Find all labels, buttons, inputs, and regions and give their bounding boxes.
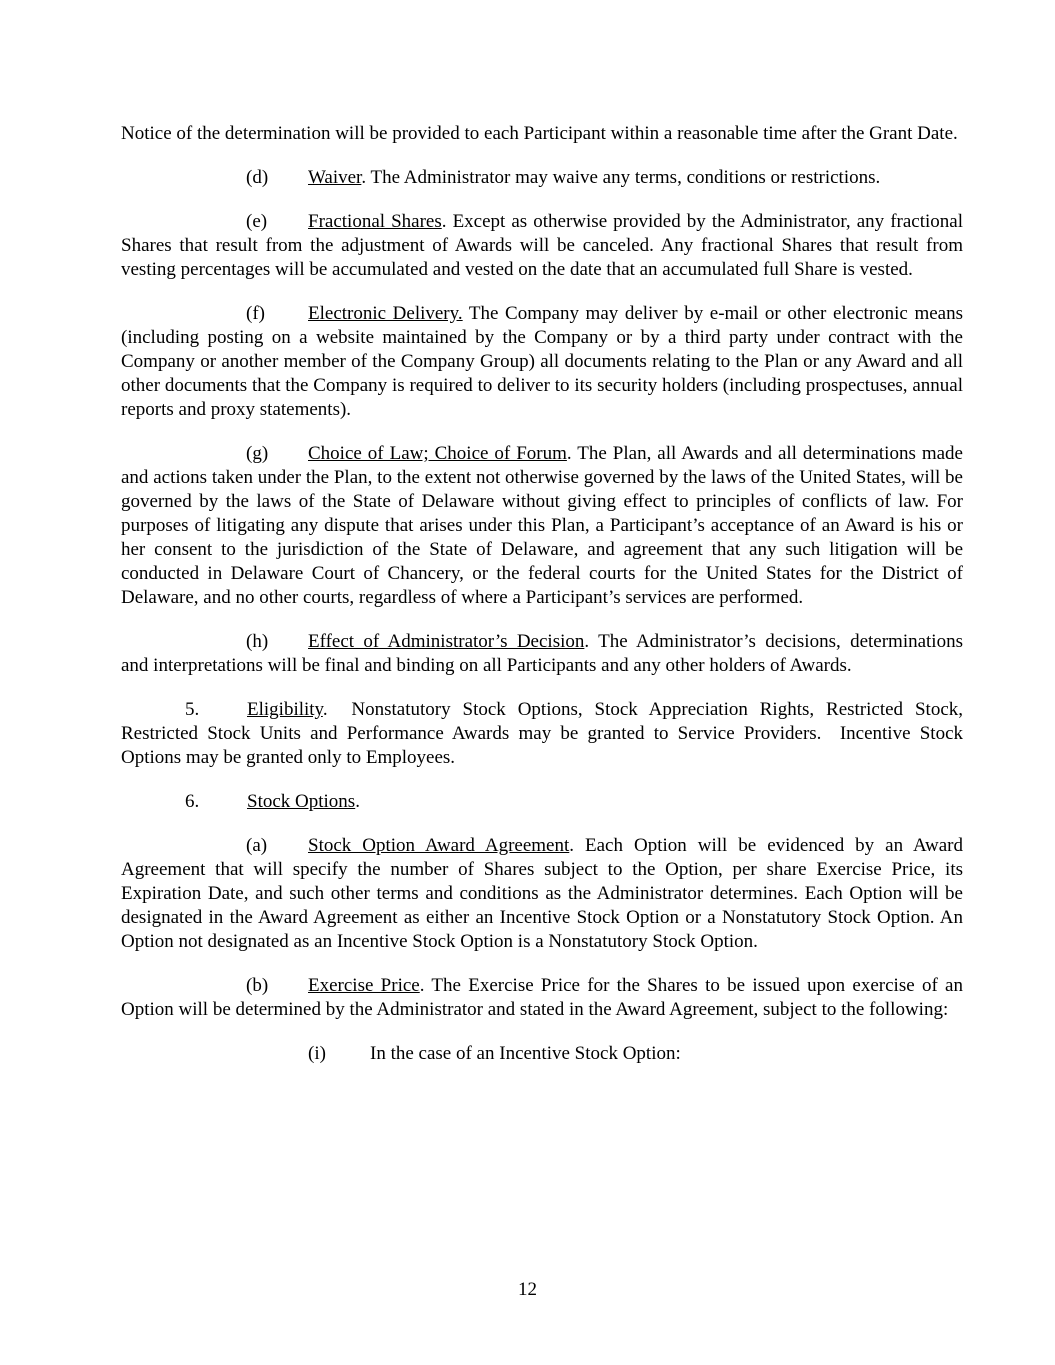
paragraph-text: Notice of the determination will be provided to each Participant within a reasonable time after the Grant Date. — [121, 123, 958, 144]
item-heading: Electronic Delivery. — [308, 303, 463, 324]
item-label: (h) — [246, 631, 269, 652]
page-number: 12 — [518, 1279, 537, 1300]
paragraph-text: The Plan, all Awards and all determinations made and actions taken under the Plan, to the extent not otherwise governed by the laws of the United States, will be governed by the laws of the State of Delaware without giving effect to principles of conflicts of law. For purposes of litigating any dispute that arises under this Plan, a Participant’s acceptance of an Award is his or her consent to the jurisdiction of the State of Delaware, and agreement that any such litigation will be conducted in Delaware Court of Chancery, or the federal courts for the United States for the District of Delaware, and no other courts, regardless of where a Participant’s services are performed. — [121, 443, 963, 608]
section-heading: Eligibility — [247, 699, 323, 720]
item-separator: . — [322, 699, 352, 720]
item-heading: Exercise Price — [308, 975, 420, 996]
paragraph-text: The Exercise Price for the Shares to be issued upon exercise of an Option will be determined by the Administrator and stated in the Award Agreement, subject to the following: — [121, 975, 963, 1020]
item-label: (a) — [246, 835, 268, 856]
paragraph-item-e — [121, 210, 963, 282]
paragraph-text: The Administrator may waive any terms, conditions or restrictions. — [370, 167, 881, 188]
paragraph-section-5-eligibility — [121, 698, 963, 770]
item-separator: . — [441, 211, 453, 232]
item-heading: Effect of Administrator’s Decision — [308, 631, 585, 652]
item-label: (b) — [246, 975, 269, 996]
section-heading: Stock Options — [247, 791, 356, 812]
paragraph-text: The Company may deliver by e-mail or other electronic means (including posting on a website maintained by the Company or by a third party under contract with the Company or another member of the Company Group) all documents relating to the Plan or any Award and all other documents that the Company is required to deliver to its security holders (including prospectuses, annual reports and proxy statements). — [121, 303, 963, 420]
item-separator: . — [584, 631, 599, 652]
item-separator: . — [419, 975, 432, 996]
item-separator: . — [566, 443, 578, 464]
paragraph-text: Each Option will be evidenced by an Award Agreement that will specify the number of Shares subject to the Option, per share Exercise Price, its Expiration Date, and such other terms and conditions as the Administrator determines. Each Option will be designated in the Award Agreement as either an Incentive Stock Option or a Nonstatutory Stock Option. An Option not designated as an Incentive Stock Option is a Nonstatutory Stock Option. — [121, 835, 963, 952]
document-body — [121, 122, 963, 1086]
item-heading: Fractional Shares — [308, 211, 442, 232]
paragraph-item-h — [121, 630, 963, 678]
paragraph-section-6-stock-options — [121, 790, 963, 814]
section-number: 6. — [185, 791, 200, 812]
section-number: 5. — [185, 699, 200, 720]
item-heading: Choice of Law; Choice of Forum — [308, 443, 567, 464]
paragraph-continuation — [121, 122, 963, 146]
item-label: (e) — [246, 211, 268, 232]
paragraph-item-g — [121, 442, 963, 610]
paragraph-item-f — [121, 302, 963, 422]
item-separator: . — [569, 835, 586, 856]
item-label: (f) — [246, 303, 265, 324]
paragraph-text: Nonstatutory Stock Options, Stock Appreciation Rights, Restricted Stock, Restricted Stock Units and Performance Awards may be granted to Service Providers. Incentive Stock Options may be granted only to Employees. — [121, 699, 963, 768]
paragraph-item-d — [121, 166, 963, 190]
item-heading: Waiver — [308, 167, 362, 188]
paragraph-item-b — [121, 974, 963, 1022]
item-heading: Stock Option Award Agreement — [308, 835, 570, 856]
item-label: (d) — [246, 167, 269, 188]
item-label: (g) — [246, 443, 269, 464]
item-separator: . — [355, 791, 360, 812]
item-separator: . — [361, 167, 371, 188]
paragraph-text: Except as otherwise provided by the Administrator, any fractional Shares that result from the adjustment of Awards will be canceled. Any fractional Shares that result from vesting percentages will be accumulated and vested on the date that an accumulated full Share is vested. — [121, 211, 963, 280]
paragraph-text: In the case of an Incentive Stock Option: — [370, 1043, 681, 1064]
paragraph-text: The Administrator’s decisions, determinations and interpretations will be final and binding on all Participants and any other holders of Awards. — [121, 631, 963, 676]
item-label: (i) — [308, 1043, 326, 1064]
paragraph-item-i — [121, 1042, 963, 1066]
paragraph-item-a — [121, 834, 963, 954]
